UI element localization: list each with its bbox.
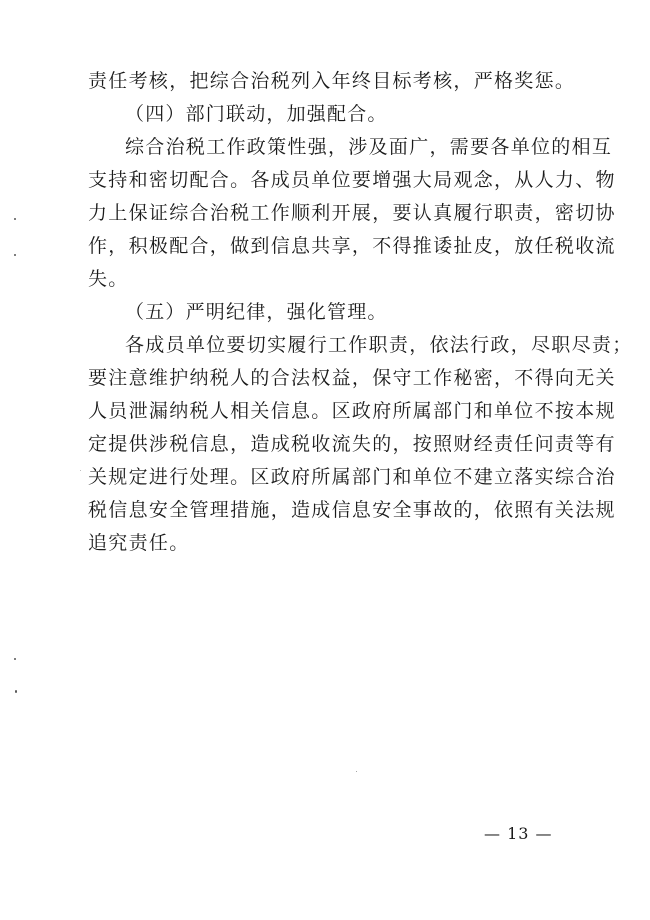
scan-speck [80,470,81,471]
body-line-5: 力上保证综合治税工作顺利开展，要认真履行职责，密切协 [88,202,616,224]
body-line-6: 作，积极配合，做到信息共享，不得推诿扯皮，放任税收流 [88,235,616,257]
body-line-1: 责任考核，把综合治税列入年终目标考核，严格奖惩。 [88,70,576,92]
body-line-3: 综合治税工作政策性强，涉及面广，需要各单位的相互 [125,136,613,158]
body-line-7: 失。 [88,268,129,290]
scan-speck [15,690,17,693]
body-line-9: 各成员单位要切实履行工作职责，依法行政，尽职尽责； [125,334,633,356]
body-line-13: 关规定进行处理。区政府所属部门和单位不建立落实综合治 [88,466,616,488]
scan-speck [14,218,16,220]
body-line-10: 要注意维护纳税人的合法权益，保守工作秘密，不得向无关 [88,367,616,389]
scan-speck [356,771,357,772]
body-line-11: 人员泄漏纳税人相关信息。区政府所属部门和单位不按本规 [88,400,616,422]
scan-speck [14,658,16,660]
page-number: — 13 — [484,824,553,843]
scan-speck [14,254,16,256]
section-heading-5: （五）严明纪律，强化管理。 [125,301,388,323]
body-line-12: 定提供涉税信息，造成税收流失的，按照财经责任问责等有 [88,433,616,455]
section-heading-4: （四）部门联动，加强配合。 [125,103,388,125]
body-line-14: 税信息安全管理措施，造成信息安全事故的，依照有关法规 [88,499,616,521]
body-line-4: 支持和密切配合。各成员单位要增强大局观念，从人力、物 [88,169,616,191]
body-line-15: 追究责任。 [88,532,190,554]
